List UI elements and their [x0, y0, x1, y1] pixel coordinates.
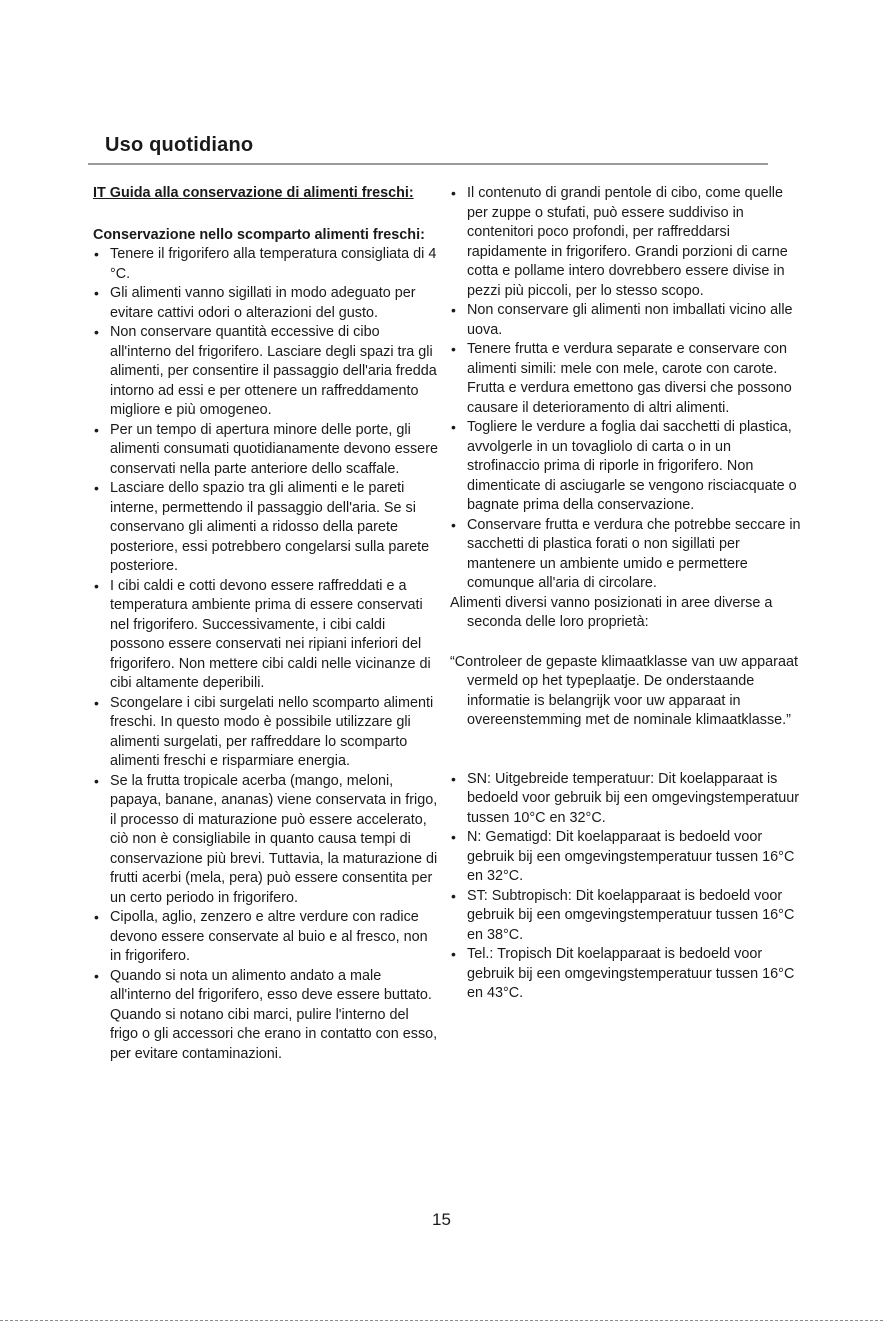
section-heading: Conservazione nello scomparto alimenti freschi:	[93, 226, 425, 243]
bullet-icon: •	[451, 341, 456, 357]
list-item: • Per un tempo di apertura minore delle porte, gli alimenti consumati quotidianamente devono essere conservati nella parte anteriore dello scaffale.	[94, 421, 438, 477]
list-item: • Gli alimenti vanno sigillati in modo adeguato per evitare cattivi odori o alterazioni del gusto.	[94, 285, 416, 321]
list-item: • I cibi caldi e cotti devono essere raffreddati e a temperatura ambiente prima di essere conservati nel frigorifero. Successivamente, i cibi caldi possono essere conservati nei ripiani inferiori del frigorifero. Non mettere cibi caldi nelle vicinanze di cibi altamente deperibili.	[94, 577, 431, 691]
bullet-icon: •	[451, 887, 456, 904]
list-item: • Il contenuto di grandi pentole di cibo, come quelle per zuppe o stufati, può essere suddiviso in contenitori poco profondi, per raffreddarsi rapidamente in frigorifero. Grandi porzioni di carne cotta e pollame intero dovrebbero essere divise in pezzi più piccoli, per lo stesso scopo.	[451, 185, 788, 299]
storage-tips-list	[93, 245, 438, 1064]
list-item: • N: Gematigd: Dit koelapparaat is bedoeld voor gebruik bij een omgevingstemperatuur tussen 16°C en 32°C.	[451, 829, 795, 884]
guide-title: IT Guida alla conservazione di alimenti freschi:	[93, 185, 414, 201]
list-item: • Quando si nota un alimento andato a male all'interno del frigorifero, esso deve essere buttato. Quando si notano cibi marci, pulire l'interno del frigo o gli accessori che erano in contatto con esso, per evitare contaminazioni.	[94, 967, 438, 1062]
bullet-icon: •	[451, 946, 456, 962]
list-item: • Togliere le verdure a foglia dai sacchetti di plastica, avvolgerle in un tovagliolo di carta o in un strofinaccio prima di riporle in frigorifero. Non dimenticate di asciugarle se vengono risciacquate o bagnate prima della conservazione.	[451, 419, 797, 513]
left-column	[93, 184, 438, 1064]
page-number: 15	[432, 1210, 451, 1229]
list-item: • Non conservare quantità eccessive di cibo all'interno del frigorifero. Lasciare degli spazi tra gli alimenti, per consentire il passaggio dell'aria fredda intorno ad essi e per ottenere un raffreddamento migliore e più omogeneo.	[94, 324, 437, 418]
list-item: • ST: Subtropisch: Dit koelapparaat is bedoeld voor gebruik bij een omgevingstemperatuur tussen 16°C en 38°C.	[451, 887, 795, 943]
right-column	[450, 184, 802, 1004]
list-item: • Conservare frutta e verdura che potrebbe seccare in sacchetti di plastica forati o non sigillati per mantenere un ambiente umido e permettere comunque all'aria di circolare.	[451, 516, 801, 591]
page-title: Uso quotidiano	[105, 134, 254, 156]
spacer	[450, 633, 802, 653]
list-item: • Lasciare dello spazio tra gli alimenti e le pareti interne, permettendo il passaggio dell'aria. Se si conservano gli alimenti a ridosso della parete posteriore, essi potrebbero congelarsi sulla parete posteriore.	[94, 480, 430, 574]
bullet-icon: •	[451, 185, 456, 201]
bullet-icon: •	[451, 419, 456, 435]
bullet-icon: •	[94, 324, 99, 340]
bullet-icon: •	[94, 480, 99, 496]
bullet-icon: •	[94, 421, 99, 438]
list-item: • Scongelare i cibi surgelati nello scomparto alimenti freschi. In questo modo è possibile utilizzare gli alimenti surgelati, per raffreddare lo scomparto alimenti freschi e risparmiare energia.	[94, 694, 434, 769]
list-item: • Tel.: Tropisch Dit koelapparaat is bedoeld voor gebruik bij een omgevingstemperatuur tussen 16°C en 43°C.	[451, 946, 795, 1001]
climate-class-list	[450, 770, 802, 1004]
bullet-icon: •	[451, 302, 456, 318]
spacer	[450, 731, 802, 770]
bullet-icon: •	[94, 246, 99, 262]
list-item: • Tenere il frigorifero alla temperatura consigliata di 4 °C.	[94, 246, 437, 282]
list-item: • SN: Uitgebreide temperatuur: Dit koelapparaat is bedoeld voor gebruik bij een omgevingstemperatuur tussen 10°C en 32°C.	[451, 770, 799, 826]
areas-paragraph: Alimenti diversi vanno posizionati in aree diverse a seconda delle loro proprietà:	[450, 594, 773, 630]
storage-tips-list-continued	[450, 184, 802, 594]
climate-class-note: “Controleer de gepaste klimaatklasse van uw apparaat vermeld op het typeplaatje. De onderstaande informatie is belangrijk voor uw apparaat in overeenstemming met de nominale klimaatklasse.”	[450, 653, 798, 728]
list-item: • Cipolla, aglio, zenzero e altre verdure con radice devono essere conservate al buio e al fresco, non in frigorifero.	[94, 909, 428, 964]
bullet-icon: •	[94, 694, 99, 711]
bullet-icon: •	[451, 516, 456, 533]
list-item: • Tenere frutta e verdura separate e conservare con alimenti simili: mele con mele, carote con carote. Frutta e verdura emettono gas diversi che possono causare il deterioramento di altri alimenti.	[451, 341, 792, 416]
bullet-icon: •	[94, 577, 99, 594]
bullet-icon: •	[94, 967, 99, 984]
bullet-icon: •	[94, 285, 99, 301]
bullet-icon: •	[94, 772, 99, 789]
list-item: • Non conservare gli alimenti non imballati vicino alle uova.	[451, 302, 793, 338]
title-divider	[88, 163, 768, 165]
list-item: • Se la frutta tropicale acerba (mango, meloni, papaya, banane, ananas) viene conservata in frigo, il processo di maturazione può essere accelerato, ciò non è consigliabile in quanto causa tempi di conservazione più brevi. Tuttavia, la maturazione di frutti acerbi (mela, pera) può essere consentita per un certo periodo in frigorifero.	[94, 772, 438, 906]
bullet-icon: •	[451, 829, 456, 845]
bullet-icon: •	[451, 770, 456, 787]
bullet-icon: •	[94, 909, 99, 925]
bottom-divider	[0, 1320, 883, 1321]
